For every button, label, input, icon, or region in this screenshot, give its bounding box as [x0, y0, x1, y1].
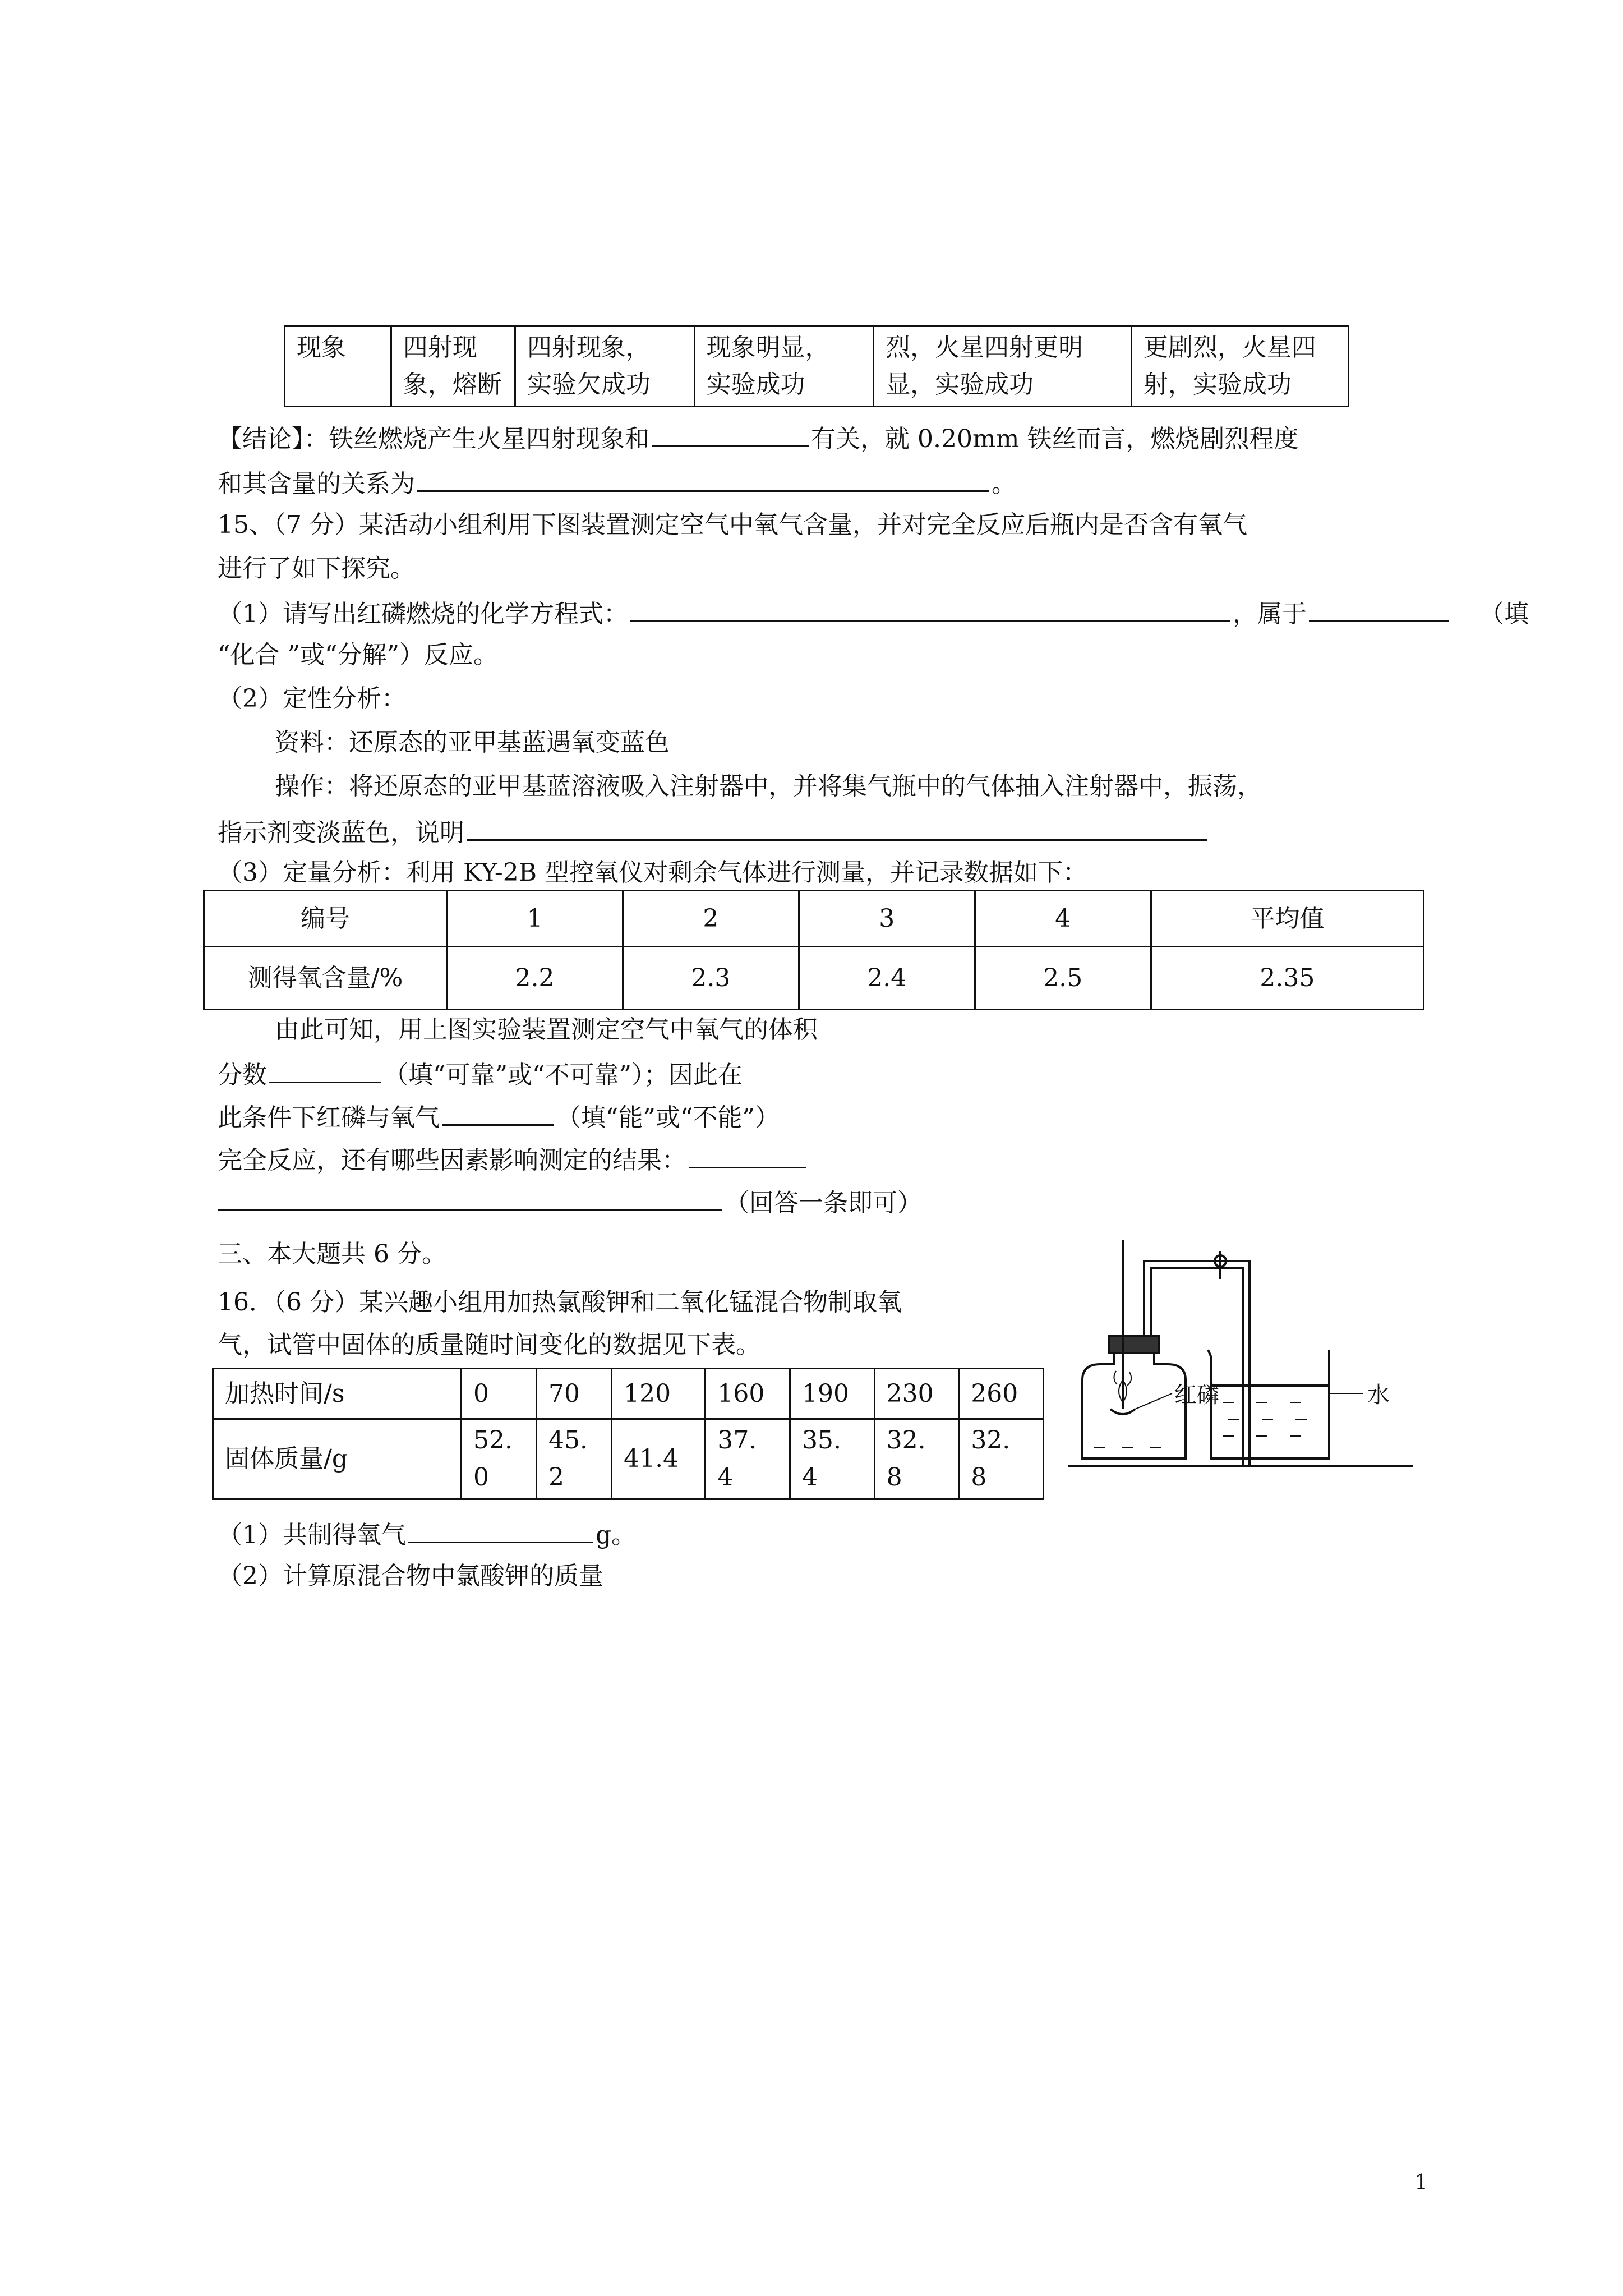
- table-cell: 35. 4: [790, 1419, 875, 1499]
- combustion-spoon: [1110, 1409, 1135, 1414]
- table-header-cell: 2: [623, 891, 799, 947]
- section-3-heading: 三、本大题共 6 分。: [218, 1240, 446, 1268]
- answer-blank[interactable]: [218, 1184, 722, 1211]
- label-water: 水: [1367, 1382, 1390, 1408]
- heating-data-table: [212, 1368, 1044, 1500]
- answer-blank[interactable]: [417, 464, 989, 492]
- conclusion-line-1: 【结论】：铁丝燃烧产生火星四射现象和 有关，就 0.20mm 铁丝而言，燃烧剧烈程度: [218, 420, 1298, 456]
- q15-part1-line-2: “化合 ”或“分解”）反应。: [218, 641, 498, 669]
- table-row: [204, 947, 1424, 1010]
- table-cell: 2.3: [623, 947, 799, 1010]
- table-row: [285, 326, 1349, 407]
- table-cell: 32. 8: [874, 1419, 959, 1499]
- answer-blank[interactable]: [652, 420, 809, 447]
- q15-intro-1: 15、（7 分）某活动小组利用下图装置测定空气中氧气含量，并对完全反应后瓶内是否含有氧气: [218, 510, 1247, 539]
- q15-part3-title: （3）定量分析：利用 KY-2B 型控氧仪对剩余气体进行测量，并记录数据如下：: [218, 858, 1088, 887]
- q15-part1-line: （1）请写出红磷燃烧的化学方程式： ，属于 （填: [218, 595, 1529, 631]
- answer-blank[interactable]: [442, 1098, 554, 1126]
- answer-blank[interactable]: [467, 813, 1207, 841]
- table-cell: 52. 0: [462, 1419, 537, 1499]
- table-cell: 2.5: [975, 947, 1151, 1010]
- reaction-type-blank[interactable]: [1309, 595, 1449, 622]
- table-header-cell: 0: [462, 1369, 537, 1419]
- q15-after-5: （回答一条即可）: [218, 1184, 922, 1220]
- q16-intro-2: 气，试管中固体的质量随时间变化的数据见下表。: [218, 1331, 760, 1359]
- label-red-phosphorus: 红磷: [1174, 1382, 1219, 1408]
- table-row: [213, 1419, 1044, 1499]
- table-cell: 固体质量/g: [213, 1419, 462, 1499]
- q15-after-2: 分数 （填“可靠”或“不可靠”）；因此在: [218, 1056, 743, 1092]
- q15-part2-info: 资料：还原态的亚甲基蓝遇氧变蓝色: [275, 728, 670, 757]
- table-header-cell: 3: [799, 891, 975, 947]
- beaker: [1208, 1350, 1329, 1458]
- q16-part2: （2）计算原混合物中氯酸钾的质量: [218, 1562, 603, 1590]
- stopper: [1109, 1336, 1159, 1353]
- q15-part2-title: （2）定性分析：: [218, 684, 406, 713]
- conclusion-line-2: 和其含量的关系为 。: [218, 464, 1016, 501]
- table-header-cell: 加热时间/s: [213, 1369, 462, 1419]
- table-cell: 37. 4: [706, 1419, 790, 1499]
- table-cell: 2.4: [799, 947, 975, 1010]
- table-header-cell: 260: [959, 1369, 1044, 1419]
- equation-blank[interactable]: [630, 595, 1230, 622]
- q15-after-4: 完全反应，还有哪些因素影响测定的结果：: [218, 1141, 809, 1177]
- table-cell: 现象明显， 实验成功: [694, 326, 874, 407]
- table-cell: 四射现 象，熔断: [391, 326, 515, 407]
- table-cell: 2.35: [1151, 947, 1423, 1010]
- gas-bottle: [1082, 1352, 1186, 1458]
- iron-wire-table: [284, 325, 1349, 407]
- page-number: 1: [1414, 2170, 1428, 2194]
- table-header-cell: 230: [874, 1369, 959, 1419]
- q15-after-1: 由此可知，用上图实验装置测定空气中氧气的体积: [275, 1015, 818, 1044]
- table-header-cell: 编号: [204, 891, 447, 947]
- table-row: [204, 891, 1424, 947]
- table-header-cell: 平均值: [1151, 891, 1423, 947]
- q16-intro-1: 16．（6 分）某兴趣小组用加热氯酸钾和二氧化锰混合物制取氧: [218, 1288, 902, 1317]
- q15-after-3: 此条件下红磷与氧气 （填“能”或“不能”）: [218, 1098, 780, 1135]
- table-cell: 现象: [285, 326, 391, 407]
- table-cell: 32. 8: [959, 1419, 1044, 1499]
- table-cell: 四射现象， 实验欠成功: [515, 326, 694, 407]
- phosphorus-leader: [1135, 1393, 1172, 1409]
- table-cell: 2.2: [447, 947, 623, 1010]
- table-cell: 测得氧含量/%: [204, 947, 447, 1010]
- q16-part1: （1）共制得氧气 g。: [218, 1516, 636, 1552]
- table-cell: 41.4: [612, 1419, 706, 1499]
- q15-intro-2: 进行了如下探究。: [218, 554, 415, 583]
- table-header-cell: 120: [612, 1369, 706, 1419]
- table-cell: 烈，火星四射更明 显，实验成功: [874, 326, 1132, 407]
- table-header-cell: 70: [537, 1369, 612, 1419]
- table-cell: 更剧烈，火星四 射，实验成功: [1131, 326, 1348, 407]
- table-header-cell: 160: [706, 1369, 790, 1419]
- table-header-cell: 1: [447, 891, 623, 947]
- red-phosphorus-apparatus-figure: [1060, 1217, 1419, 1475]
- answer-blank[interactable]: [408, 1516, 593, 1543]
- answer-blank[interactable]: [689, 1141, 806, 1168]
- table-row: [213, 1369, 1044, 1419]
- table-cell: 45. 2: [537, 1419, 612, 1499]
- oxygen-content-table: [203, 890, 1424, 1010]
- q15-part2-result: 指示剂变淡蓝色，说明: [218, 813, 1209, 850]
- table-header-cell: 4: [975, 891, 1151, 947]
- answer-blank[interactable]: [269, 1056, 381, 1083]
- q15-part2-operation: 操作：将还原态的亚甲基蓝溶液吸入注射器中，并将集气瓶中的气体抽入注射器中，振荡，: [275, 772, 1262, 800]
- table-header-cell: 190: [790, 1369, 875, 1419]
